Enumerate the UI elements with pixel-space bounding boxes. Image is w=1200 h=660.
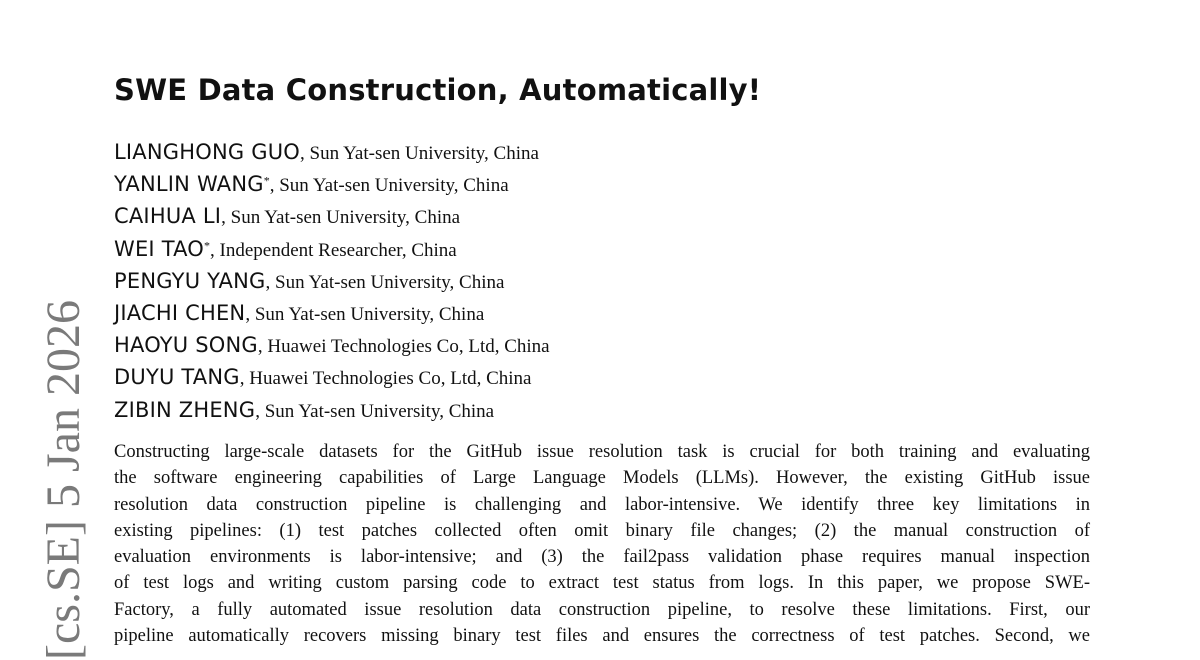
- author-name: DUYU TANG: [114, 365, 240, 390]
- author-affiliation: , Sun Yat-sen University, China: [221, 207, 461, 229]
- author-affiliation: , Sun Yat-sen University, China: [300, 143, 539, 164]
- author-name: WEI TAO: [114, 236, 205, 261]
- author-entry: [114, 394, 550, 426]
- author-name: HAOYU SONG: [114, 333, 258, 358]
- author-entry: [114, 233, 550, 265]
- author-entry: [114, 168, 550, 200]
- abstract-line: resolution data construction pipeline is challenging and labor-intensive. We identify three key limitations in: [114, 494, 1090, 515]
- abstract-line: evaluation environments is labor-intensive; and (3) the fail2pass validation phase requires manual inspection: [114, 547, 1090, 568]
- author-name: YANLIN WANG: [114, 172, 264, 197]
- author-affiliation: , Sun Yat-sen University, China: [269, 175, 509, 197]
- author-affiliation: , Sun Yat-sen University, China: [245, 303, 485, 325]
- author-name: CAIHUA LI: [114, 204, 222, 229]
- author-entry: [114, 297, 550, 329]
- author-entry: [114, 329, 550, 361]
- abstract-line: the software engineering capabilities of Large Language Models (LLMs). However, the existing GitHub issue: [114, 468, 1090, 489]
- author-entry: [114, 200, 550, 232]
- paper-title: SWE Data Construction, Automatically!: [114, 73, 762, 107]
- abstract-paragraph: [114, 439, 1090, 649]
- abstract-line: Factory, a fully automated issue resolution data construction pipeline, to resolve these limitations. First, our: [114, 599, 1090, 620]
- author-affiliation: , Sun Yat-sen University, China: [265, 271, 505, 293]
- abstract-line: Constructing large-scale datasets for the GitHub issue resolution task is crucial for both training and evaluating: [114, 442, 1090, 462]
- author-footnote-mark: *: [263, 173, 270, 188]
- author-entry: [114, 361, 550, 393]
- author-affiliation: , Sun Yat-sen University, China: [255, 400, 495, 422]
- arxiv-side-stamp: [cs.SE] 5 Jan 2026: [37, 300, 90, 660]
- author-footnote-mark: *: [204, 238, 211, 253]
- author-name: ZIBIN ZHENG: [114, 397, 256, 422]
- abstract-line: existing pipelines: (1) test patches collected often omit binary file changes; (2) the manual construction of: [114, 520, 1090, 541]
- author-name: LIANGHONG GUO: [114, 140, 300, 164]
- author-entry: [114, 136, 550, 168]
- abstract-line: pipeline automatically recovers missing binary test files and ensures the correctness of test patches. Second, we: [114, 626, 1090, 647]
- author-name: PENGYU YANG: [114, 268, 266, 293]
- abstract-line: of test logs and writing custom parsing code to extract test status from logs. In this paper, we propose SWE-: [114, 573, 1090, 594]
- author-affiliation: , Huawei Technologies Co, Ltd, China: [239, 368, 532, 390]
- author-entry: [114, 265, 550, 297]
- author-name: JIACHI CHEN: [114, 300, 246, 325]
- author-affiliation: , Independent Researcher, China: [210, 239, 457, 261]
- author-list: [114, 136, 550, 426]
- author-affiliation: , Huawei Technologies Co, Ltd, China: [257, 336, 550, 358]
